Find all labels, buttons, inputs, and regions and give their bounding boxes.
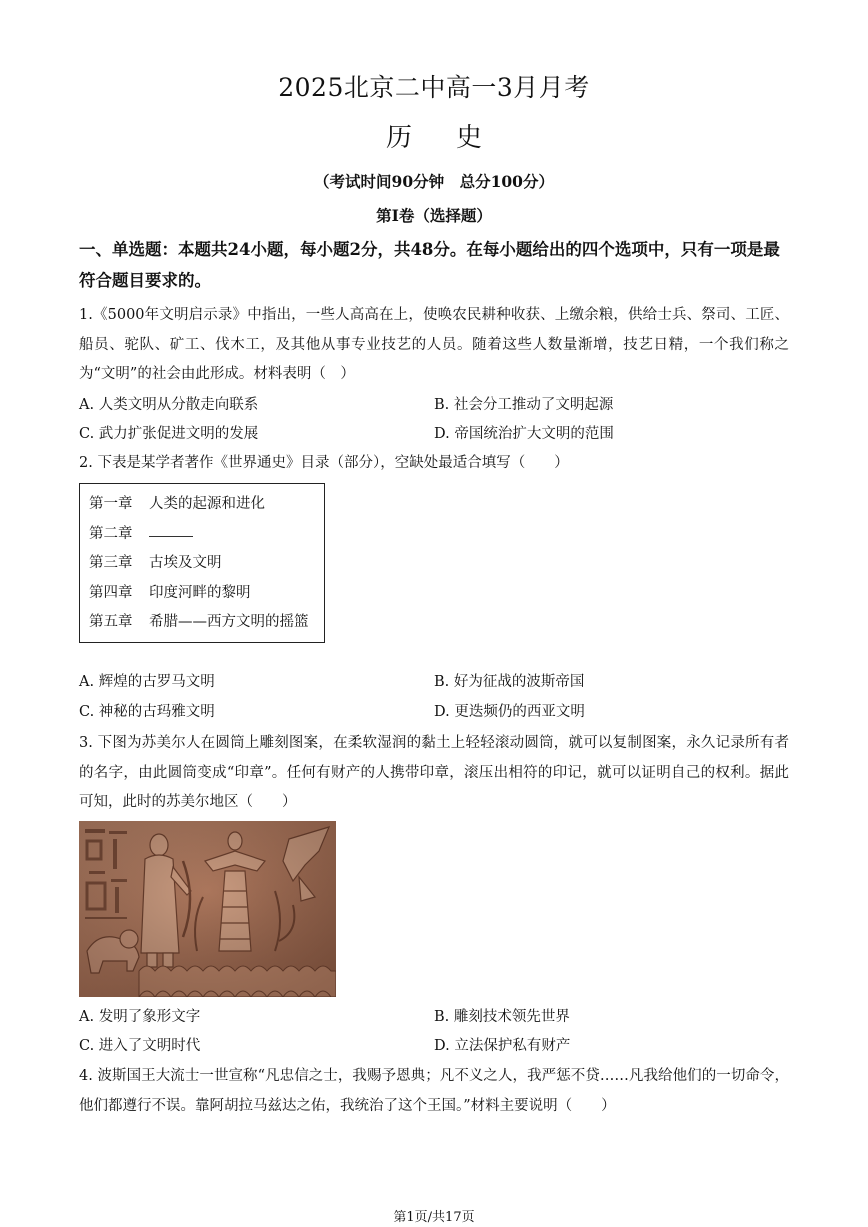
- exam-title: 2025北京二中高一3月月考: [278, 73, 590, 102]
- question-1-option-c[interactable]: C. 武力扩张促进文明的发展: [79, 426, 259, 442]
- question-3-option-b[interactable]: B. 雕刻技术领先世界: [434, 1009, 570, 1025]
- toc-title: 人类的起源和进化: [149, 496, 265, 512]
- cylinder-seal-image: [79, 821, 336, 997]
- page-number: 第1页/共17页: [393, 1210, 475, 1225]
- exam-info: （考试时间90分钟 总分100分）: [314, 172, 554, 191]
- toc-title: 印度河畔的黎明: [149, 584, 251, 601]
- question-2-option-a[interactable]: A. 辉煌的古罗马文明: [79, 674, 215, 690]
- toc-row: [89, 549, 324, 579]
- question-1-option-b[interactable]: B. 社会分工推动了文明起源: [434, 397, 614, 413]
- question-3-option-a[interactable]: A. 发明了象形文字: [79, 1009, 201, 1025]
- toc-chapter: 第三章: [89, 555, 133, 572]
- toc-row: [89, 520, 324, 550]
- toc-row: [89, 608, 324, 638]
- toc-title: 希腊——西方文明的摇篮: [149, 614, 309, 631]
- question-2-option-d[interactable]: D. 更迭频仍的西亚文明: [434, 704, 585, 720]
- section-instructions: 一、单选题：本题共24小题，每小题2分，共48分。在每小题给出的四个选项中，只有一项是最符合题目要求的。: [79, 240, 780, 290]
- toc-chapter: 第五章: [89, 614, 133, 631]
- toc-row: [89, 490, 324, 520]
- toc-blank: [149, 524, 193, 537]
- volume-heading: 第I卷（选择题）: [376, 206, 492, 225]
- toc-row: [89, 579, 324, 609]
- question-4-stem: 4. 波斯国王大流士一世宣称“凡忠信之士，我赐予恩典；凡不义之人，我严惩不贷……凡我给他们的一切命令，他们都遵行不误。靠阿胡拉马兹达之佑，我统治了这个王国。”材料主要说明（ ）: [79, 1068, 789, 1114]
- toc-chapter: 第四章: [89, 584, 133, 601]
- question-1-option-a[interactable]: A. 人类文明从分散走向联系: [79, 397, 259, 413]
- question-3-option-c[interactable]: C. 进入了文明时代: [79, 1038, 201, 1054]
- question-2-option-c[interactable]: C. 神秘的古玛雅文明: [79, 704, 215, 720]
- toc-chapter: 第一章: [89, 496, 133, 512]
- question-1-option-d[interactable]: D. 帝国统治扩大文明的范围: [434, 426, 614, 442]
- question-1-stem: 1.《5000年文明启示录》中指出，一些人高高在上，使唤农民耕种收获、上缴余粮，供给士兵、祭司、工匠、船员、驼队、矿工、伐木工，及其他从事专业技艺的人员。随着这些人数量渐增，技艺日精，一个我们称之为“文明”的社会由此形成。材料表明（ ）: [79, 307, 789, 382]
- question-2-stem: 2. 下表是某学者著作《世界通史》目录（部分），空缺处最适合填写（ ）: [79, 455, 569, 471]
- toc-chapter: 第二章: [89, 525, 133, 542]
- question-3-option-d[interactable]: D. 立法保护私有财产: [434, 1038, 571, 1054]
- subject-title: 历史: [385, 123, 526, 153]
- toc-title: 古埃及文明: [149, 555, 222, 572]
- question-2-option-b[interactable]: B. 好为征战的波斯帝国: [434, 674, 585, 690]
- question-3-stem: 3. 下图为苏美尔人在圆筒上雕刻图案，在柔软湿润的黏土上轻轻滚动圆筒，就可以复制图案，永久记录所有者的名字，由此圆筒变成“印章”。任何有财产的人携带印章，滚压出相符的印记，就可以证明自己的权利。据此可知，此时的苏美尔地区（ ）: [79, 735, 789, 810]
- table-of-contents: [79, 483, 325, 643]
